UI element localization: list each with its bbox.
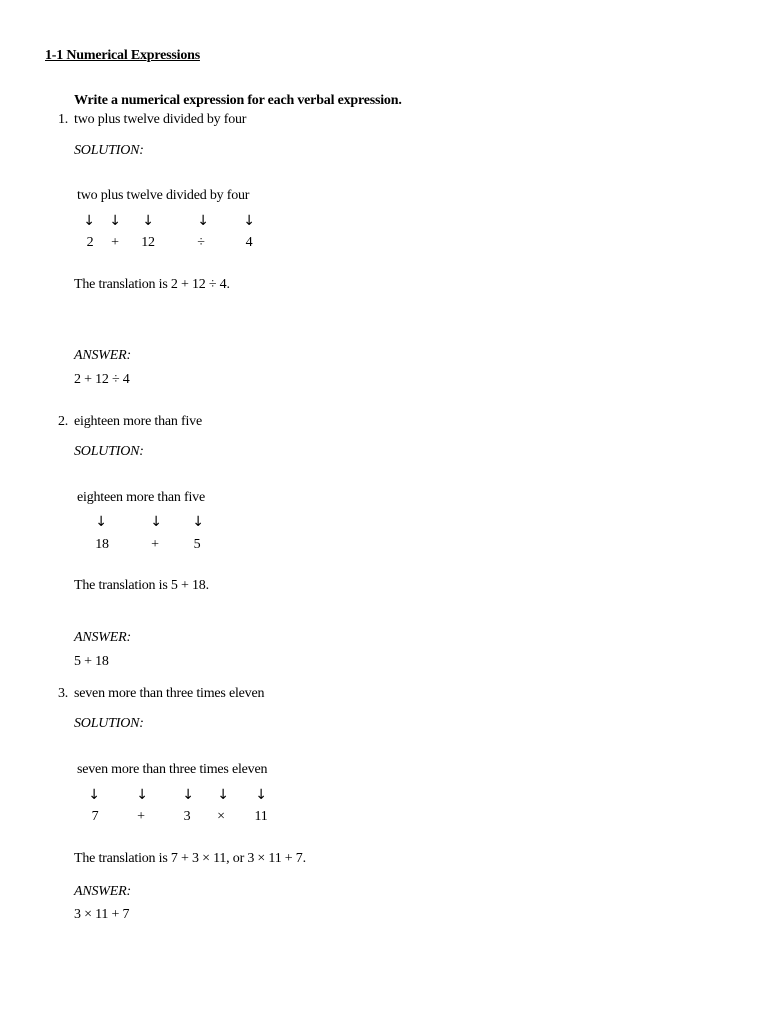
math-symbol: 3 [183, 809, 191, 824]
translation-text: The translation is 7 + 3 × 11, or 3 × 11 + 7. [74, 851, 306, 866]
math-symbol: 4 [245, 235, 253, 250]
translation-text: The translation is 2 + 12 ÷ 4. [74, 277, 230, 292]
answer-value: 5 + 18 [74, 654, 109, 669]
down-arrow-icon: ↓ [243, 213, 255, 229]
answer-label: ANSWER: [74, 884, 131, 899]
instruction-text: Write a numerical expression for each verbal expression. [74, 93, 402, 108]
down-arrow-icon: ↓ [142, 213, 154, 229]
problem-number: 2. [58, 414, 69, 429]
solution-label: SOLUTION: [74, 143, 144, 158]
math-symbol: + [137, 809, 145, 824]
answer-value: 3 × 11 + 7 [74, 907, 130, 922]
math-symbol: 12 [141, 235, 155, 250]
page-title: 1-1 Numerical Expressions [45, 48, 200, 63]
down-arrow-icon: ↓ [83, 213, 95, 229]
down-arrow-icon: ↓ [217, 787, 229, 803]
problem-question: two plus twelve divided by four [74, 112, 247, 127]
solution-label: SOLUTION: [74, 716, 144, 731]
math-symbol: ÷ [197, 235, 205, 250]
translation-text: The translation is 5 + 18. [74, 578, 209, 593]
down-arrow-icon: ↓ [136, 787, 148, 803]
answer-value: 2 + 12 ÷ 4 [74, 372, 130, 387]
answer-label: ANSWER: [74, 630, 131, 645]
problem-number: 1. [58, 112, 69, 127]
answer-label: ANSWER: [74, 348, 131, 363]
math-symbol: + [111, 235, 119, 250]
down-arrow-icon: ↓ [88, 787, 100, 803]
down-arrow-icon: ↓ [109, 213, 121, 229]
down-arrow-icon: ↓ [197, 213, 209, 229]
problem-number: 3. [58, 686, 69, 701]
math-symbol: + [151, 537, 159, 552]
verbal-phrase: eighteen more than five [77, 490, 205, 505]
problem-question: eighteen more than five [74, 414, 202, 429]
math-symbol: 2 [86, 235, 94, 250]
math-symbol: 18 [95, 537, 109, 552]
problem-question: seven more than three times eleven [74, 686, 265, 701]
down-arrow-icon: ↓ [95, 514, 107, 530]
math-symbol: 7 [91, 809, 99, 824]
down-arrow-icon: ↓ [192, 514, 204, 530]
math-symbol: 5 [193, 537, 201, 552]
down-arrow-icon: ↓ [182, 787, 194, 803]
verbal-phrase: two plus twelve divided by four [77, 188, 250, 203]
down-arrow-icon: ↓ [255, 787, 267, 803]
solution-label: SOLUTION: [74, 444, 144, 459]
verbal-phrase: seven more than three times eleven [77, 762, 268, 777]
math-symbol: × [217, 809, 225, 824]
down-arrow-icon: ↓ [150, 514, 162, 530]
math-symbol: 11 [254, 809, 268, 824]
